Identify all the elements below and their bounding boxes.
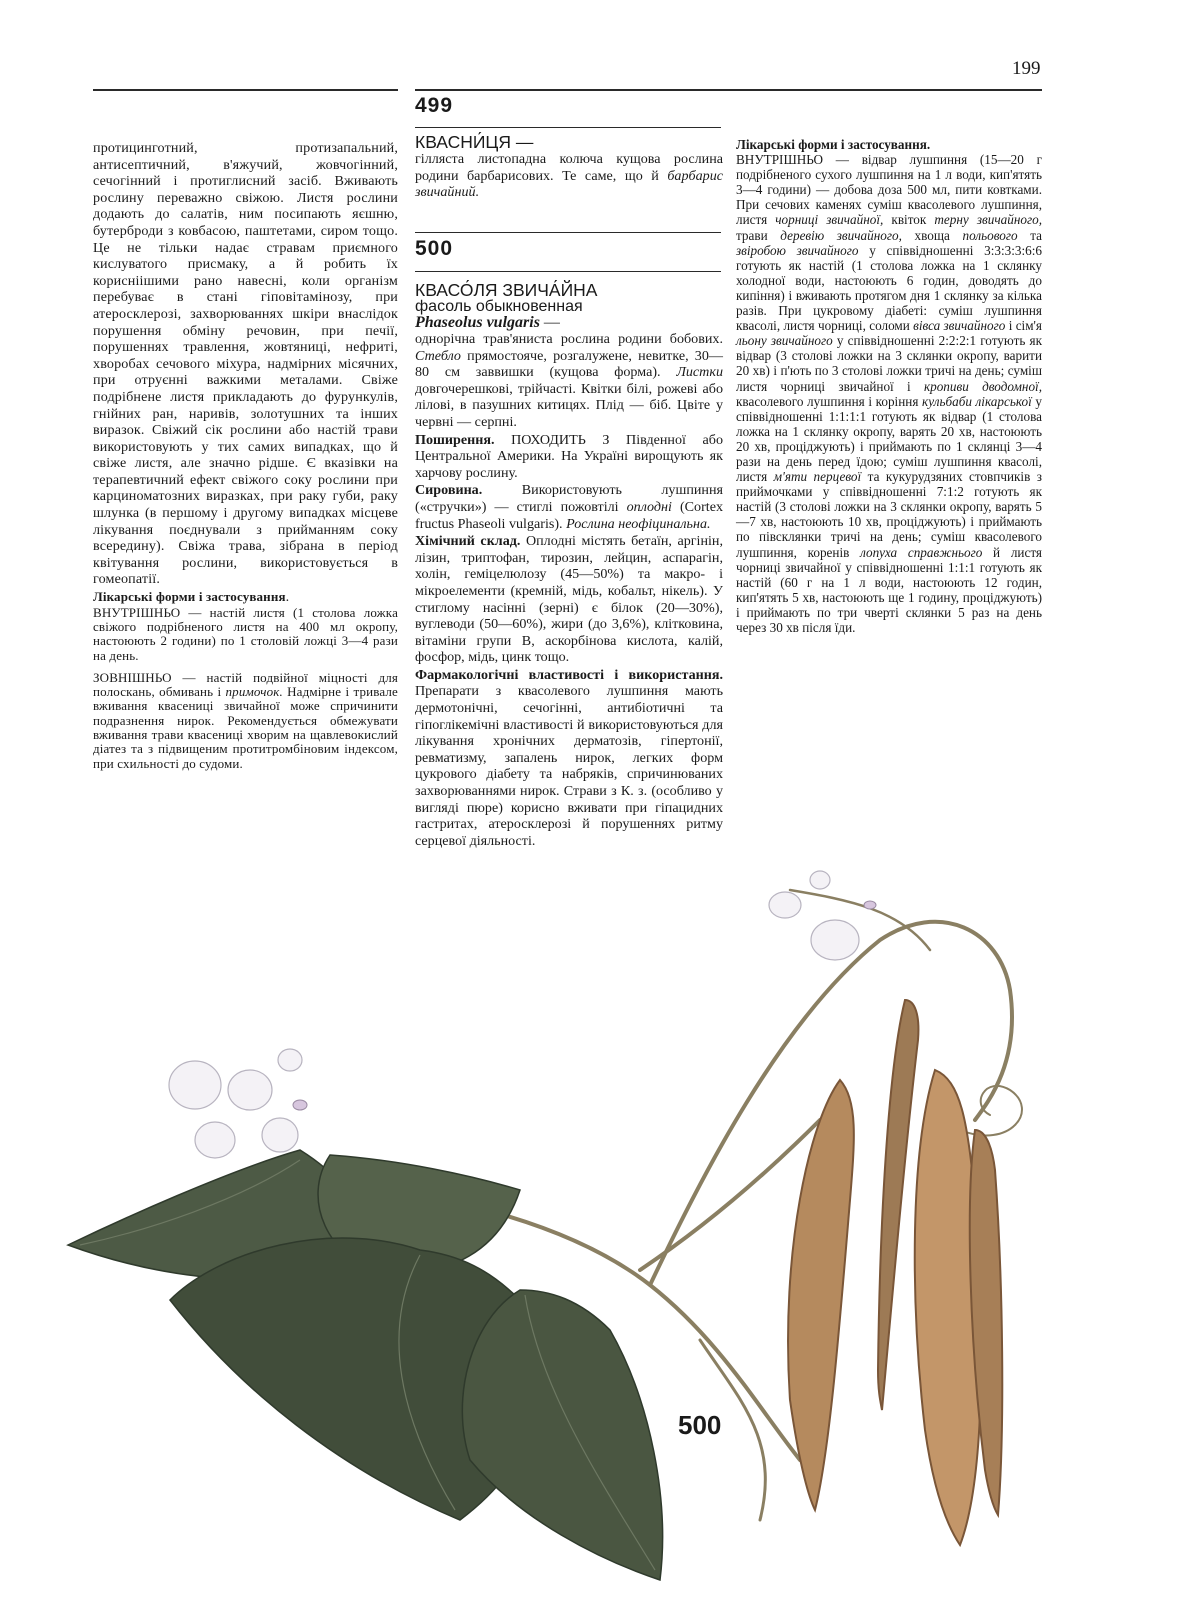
c3-t3: трави bbox=[736, 227, 781, 243]
raw-text-2: (Cortex fructus Phaseoli vulgaris). bbox=[415, 498, 723, 532]
entry-499-italic: барбарис звичайний. bbox=[415, 167, 723, 201]
c3-i4: польового bbox=[962, 227, 1018, 243]
c3-t4: хвоща bbox=[901, 227, 963, 243]
flower-7 bbox=[811, 920, 859, 960]
pharm-text: Препарати з квасолевого лушпиння мають дермотонічні, сечогінні, антибіотичні та гіпоглікемічні властивості й використовуються для лікування хронічних дерматозів, гіпертонії, ревматизму, запалень нирок, легких форм цукрового діабету та набряків, спричинюваних захворюваннями нирок. Страви з К. з. (особливо у вигляді пюре) корисно вживати при гіпацидних гастритах, атеросклерозі й порушеннях ритму серцевої діяльності. bbox=[415, 683, 723, 849]
entry-499-number: 499 bbox=[415, 94, 454, 117]
desc-leaves: Листки bbox=[676, 364, 723, 381]
desc-part1: однорічна трав'яниста рослина родини бобових. bbox=[415, 331, 723, 347]
forms-heading: Лікарські форми і застосування bbox=[93, 589, 286, 605]
pod-2 bbox=[878, 1000, 918, 1410]
entry-500-title: КВАСО́ЛЯ ЗВИЧА́ЙНА bbox=[415, 280, 598, 300]
desc-part2: прямостояче, розгалужене, невитке, 30—80 см заввишки (кущова форма). bbox=[415, 347, 723, 381]
entry-500-latin: Phaseolus vulgaris bbox=[415, 314, 540, 331]
c3-i2: терну звичайного, bbox=[934, 212, 1042, 228]
desc-stem: Стебло bbox=[415, 347, 461, 364]
entry-500-number: 500 bbox=[415, 237, 454, 260]
forms-section: Лікарські форми і застосування. bbox=[93, 589, 290, 606]
raw-heading: Сировина. bbox=[415, 482, 483, 499]
c3-i7: льону звичайного bbox=[736, 333, 833, 349]
c3-t12: й листя чорниці звичайної у співвідношенні 1:1:1 готують як настій (60 г на 1 л води, настоюють 12 годин, кип'ятять 5 хв, настоюють ще 1 годину, проціджують) і приймають по три чверті склянки 5 раз на день через 30 хв після їди. bbox=[736, 544, 1042, 635]
c3-i9: кульбаби лікарської bbox=[922, 393, 1032, 409]
flower-1 bbox=[169, 1061, 221, 1109]
spread-text: ПОХОДИТЬ З Південної або Центральної Америки. На Україні вирощують як харчову рослину. bbox=[415, 431, 723, 481]
c3-t11: та кукурудзяних стовпчиків з приймочками у співвідношенні 7:1:2 готують як настій (3 столові ложки на 3 склянки окропу, варять 5—7 хв, настоюють 10 хв, проціджують) і приймають по півсклянки тричі на день; суміш квасолевого лушпиння, коренів bbox=[736, 469, 1042, 560]
entry-499-text-main: гілляста листопадна колюча кущова рослина родини барбарисових. Те саме, що й bbox=[415, 151, 723, 184]
column1-paragraph: протицинготний, протизапальний, антисептичний, в'яжучий, жовчогінний, сечогінний і протиглисний засіб. Вживають рослину переважно свіжою. Листя рослини додають до салатів, ним посипають яєшню, бутерброди з ковбасою, паштетами, сиром тощо. Це не тільки надає стравам приємного кислуватого присмаку, а й робить їх корисніішими рано навесні, коли організм перебуває в стані гіповітамінозу, при атеросклерозі, захворюваннях шкіри внаслідок порушення обміну речовин, при печії, порушеннях травлення, жовтяниці, нефриті, хворобах сечового міхура, надмірних місячних, при отруєнні важкими металами. Свіже подрібнене листя прикладають до фурункулів, гнійних ран, наривів, золотушних та інших виразок. Свіжий сік рослини або настій трави використовують у тих самих випадках, що й свіже листя, але значно рідше. Є вказівки на терапевтичний ефект свіжого соку рослини при карциноматозних виразках, при раку губи, раку шлунка (в першому і другому випадках місцеве лікування поєднували з прийманням соку всередину). Свіжа трава, зібрана в період квітування рослини, використовується в гомеопатії. bbox=[93, 140, 398, 588]
raw-italic-1: оплодні bbox=[626, 498, 672, 515]
spread-heading: Поширення. bbox=[415, 431, 495, 448]
c3-t7: і сім'я bbox=[1005, 318, 1042, 334]
pods bbox=[788, 1000, 1002, 1545]
c3-t10: у співвідношенні 1:1:1:1 готують як відвар (1 столова ложка на 1 склянку окропу, варять 20 хв, настоюють 20 хв, проціджують) і приймають по 1 склянці 3—4 рази на день перед їдою; суміш лушпиння квасолі, листя bbox=[736, 393, 1043, 485]
c3-i8: кропиви дводомної, bbox=[923, 378, 1042, 394]
c3-i11: лопуха справжнього bbox=[860, 544, 983, 560]
c3-i1: чорниці звичайної, bbox=[775, 212, 884, 228]
raw-text-1: Використовують лушпиння («стручки») — стиглі пожовтілі bbox=[415, 482, 723, 515]
c3-t9: квасолевого лушпиння і коріння bbox=[736, 393, 923, 409]
forms-text: ВНУТРІШНЬО — настій листя (1 столова ложка свіжого подрібненого листя на 400 мл окропу, настоюють 2 години) по 1 столовій ложці 3—4 рази на день. bbox=[93, 604, 398, 663]
flower-6 bbox=[769, 892, 801, 918]
bud-2 bbox=[864, 901, 876, 909]
external-italic: примочок. bbox=[225, 684, 283, 700]
c3-i6: вівса звичайного bbox=[913, 318, 1006, 334]
flower-2 bbox=[228, 1070, 272, 1110]
c3-t8: у співвідношенні 2:2:2:1 готують як відвар (3 столові ложки на 3 склянки окропу, варити 20 хв) і п'ють по 3 столові ложки тричі на день; суміш листя чорниці звичайної і bbox=[736, 333, 1042, 394]
flower-3 bbox=[195, 1122, 235, 1158]
c3-i5: звіробою звичайного bbox=[736, 242, 859, 258]
c3-t2: квіток bbox=[883, 212, 935, 228]
bud-1 bbox=[293, 1100, 307, 1110]
pharm-heading: Фармакологічні властивості і використання. bbox=[415, 666, 723, 683]
flower-buds bbox=[293, 901, 876, 1110]
plate-number: 500 bbox=[678, 1410, 722, 1440]
external-text-part2: Надмірне і тривале вживання квасениці звичайної може спричинити подразнення нирок. Рекомендується обмежувати вживання трави квасениці хворим на щавлевокислий діатез та з підвищеним протитромбіновим індексом, при схильності до судоми. bbox=[93, 684, 398, 771]
c3-t5: та bbox=[1017, 227, 1042, 243]
c3-i3: деревію звичайного, bbox=[780, 227, 902, 243]
chem-text: Оплодні містять бетаїн, аргінін, лізин, триптофан, тирозин, лейцин, аспарагін, холін, геміцелюлозу (45—50%) та макро- і мікроелементи (кремній, мідь, кобальт, нікель). У стиглому насінні (зерні) є білок (20—30%), вуглеводи (50—60%), жири (до 3,6%), клітковина, вітаміни групи В, аскорбінова кислота, калій, фосфор, мідь, цинк тощо. bbox=[415, 533, 723, 666]
leaves bbox=[68, 1150, 663, 1580]
entry-500-russian: фасоль обыкновенная bbox=[415, 298, 583, 315]
c3-i10: м'яти перцевої bbox=[773, 469, 862, 485]
entry-499-title: КВАСНИ́ЦЯ — bbox=[415, 132, 534, 152]
flower-8 bbox=[810, 871, 830, 889]
flower-5 bbox=[278, 1049, 302, 1071]
flower-4 bbox=[262, 1118, 298, 1152]
pod-1 bbox=[788, 1080, 854, 1510]
external-text-part1: ЗОВНІШНЬО — настій подвійної міцності для полоскань, обмивань і bbox=[93, 669, 398, 700]
column3-heading: Лікарські форми і застосування. bbox=[736, 137, 931, 152]
page-number: 199 bbox=[1012, 58, 1041, 79]
flowers bbox=[169, 871, 859, 1158]
desc-part3: довгочерешкові, трійчасті. Квітки білі, рожеві або лілові, в пазушних китицях. Плід — біб. Цвіте у червні — серпні. bbox=[415, 380, 723, 430]
entry-500-latin-dash: — bbox=[539, 314, 560, 331]
c3-t1: ВНУТРІШНЬО — відвар лушпиння (15—20 г подрібненого сухого лушпиння на 1 л води, кип'ятять 3—4 години) — добова доза 500 мл, пити ковтками. При сечових каменях суміш квасолевого лушпиння, листя bbox=[736, 152, 1042, 228]
leaf-right bbox=[462, 1290, 662, 1580]
raw-italic-2: Рослина неофіцинальна. bbox=[566, 515, 711, 532]
chem-heading: Хімічний склад. bbox=[415, 533, 521, 550]
c3-t6: у співвідношенні 3:3:3:3:6:6 готують як настій (1 столова ложка на 1 склянку холодної води, настоюють 6 годин, доводять до кипіння) і вживають протягом дня 1 склянку за кілька разів. При цукровому діабеті: суміш лушпиння квасолі, листя чорниці, соломи bbox=[736, 242, 1042, 334]
